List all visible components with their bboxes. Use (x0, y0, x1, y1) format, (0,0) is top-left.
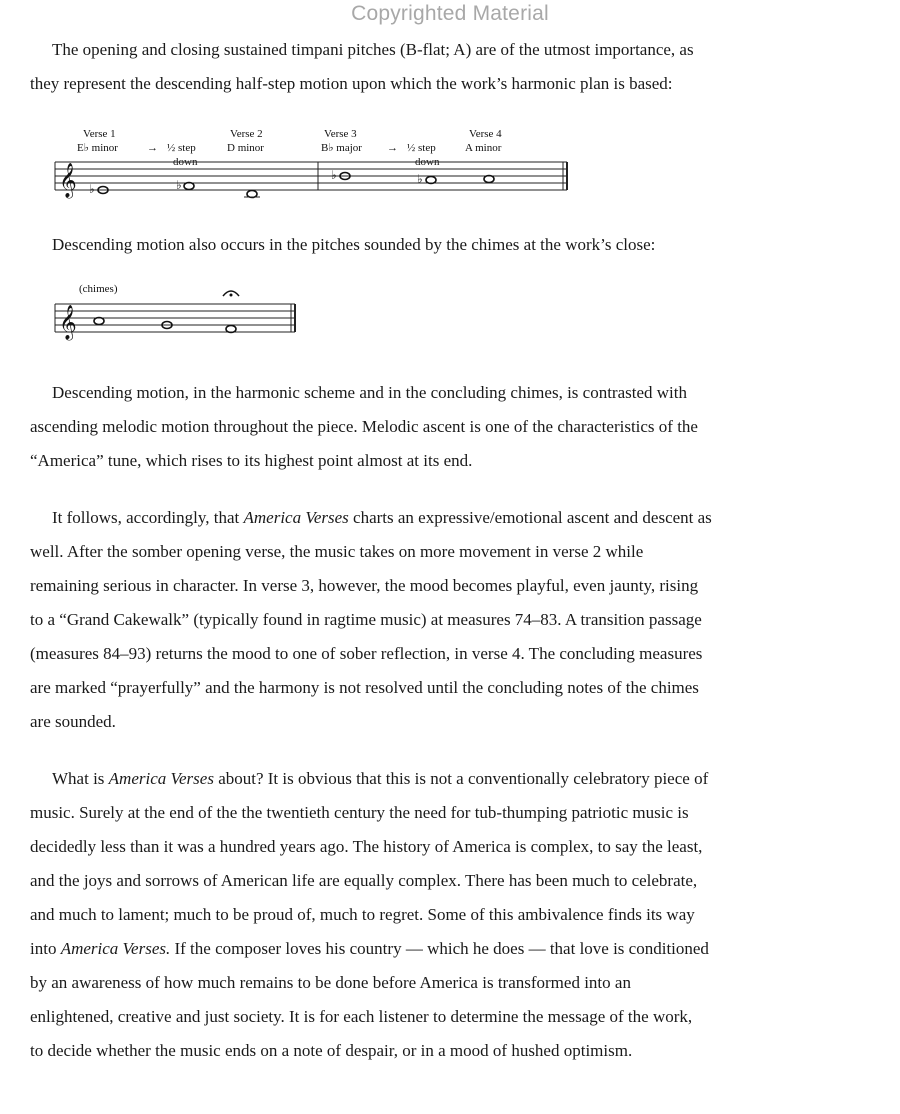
text-line (30, 762, 860, 796)
staff-lines (55, 304, 295, 332)
work-title: America Verses. (60, 939, 171, 958)
verse-4-label: Verse 4 (469, 128, 502, 140)
work-title: America Verses (243, 508, 349, 527)
verse-3-label: Verse 3 (324, 128, 357, 140)
text-line: The opening and closing sustained timpani pitches (B-flat; A) are of the utmost importance, as (52, 40, 694, 59)
verse-2-key: D minor (227, 142, 264, 154)
text-line (30, 501, 860, 535)
whole-note (94, 318, 104, 325)
text-line (30, 932, 860, 966)
text-line: enlightened, creative and just society. It is for each listener to determine the message of the work, (30, 1007, 693, 1026)
text-run: It follows, accordingly, that (52, 508, 244, 527)
whole-note (484, 176, 494, 183)
flat-sign-icon: ♭ (176, 178, 182, 192)
music-example-chimes (55, 280, 305, 345)
verse-1-key: E♭ minor (77, 142, 118, 154)
verse-4-key: A minor (465, 142, 502, 154)
whole-note (184, 183, 194, 190)
treble-clef-icon: 𝄞 (59, 163, 77, 198)
flat-sign-icon: ♭ (417, 172, 423, 186)
arrow-1: → (147, 142, 158, 154)
text-line: and the joys and sorrows of American life are equally complex. There has been much to celebrate, (30, 871, 698, 890)
fermata-dot (230, 294, 233, 297)
text-line: to decide whether the music ends on a note of despair, or in a mood of hushed optimism. (30, 1041, 633, 1060)
flat-sign-icon: ♭ (89, 182, 95, 196)
text-line: Descending motion also occurs in the pitches sounded by the chimes at the work’s close: (52, 235, 656, 254)
verse-1-label: Verse 1 (83, 128, 116, 140)
paragraph-intro (30, 33, 860, 101)
text-line: to a “Grand Cakewalk” (typically found in ragtime music) at measures 74–83. A transition passage (30, 610, 702, 629)
work-title: America Verses (108, 769, 214, 788)
half-step-label-2: ½ step (407, 142, 436, 154)
text-run: about? It is obvious that this is not a conventionally celebratory piece of (213, 769, 709, 788)
half-step-label-1: ½ step (167, 142, 196, 154)
whole-note (247, 191, 257, 198)
text-run: If the composer loves his country — which he does — that love is conditioned (170, 939, 709, 958)
paragraph-ascending-motion (30, 376, 860, 478)
down-label-2: down (415, 156, 440, 168)
text-run: What is (52, 769, 109, 788)
paragraph-meaning (30, 762, 860, 1068)
music-example-harmonic-plan (55, 122, 575, 207)
treble-clef-icon: 𝄞 (59, 305, 77, 340)
arrow-2: → (387, 142, 398, 154)
text-line: they represent the descending half-step motion upon which the work’s harmonic plan is based: (30, 74, 673, 93)
copyright-watermark: Copyrighted Material (351, 2, 549, 25)
verse-2-label: Verse 2 (230, 128, 263, 140)
paragraph-expressive-ascent (30, 501, 860, 739)
flat-sign-icon: ♭ (331, 168, 337, 182)
down-label-1: down (173, 156, 198, 168)
text-line: music. Surely at the end of the the twentieth century the need for tub-thumping patriotic music is (30, 803, 689, 822)
text-run: into (30, 939, 61, 958)
text-line: and much to lament; much to be proud of, much to regret. Some of this ambivalence finds its way (30, 905, 695, 924)
text-line: decidedly less than it was a hundred years ago. The history of America is complex, to say the least, (30, 837, 703, 856)
text-line: “America” tune, which rises to its highest point almost at its end. (30, 451, 473, 470)
verse-3-key: B♭ major (321, 142, 362, 154)
whole-note (226, 326, 236, 333)
text-line: well. After the somber opening verse, the music takes on more movement in verse 2 while (30, 542, 644, 561)
whole-note (426, 177, 436, 184)
text-line: (measures 84–93) returns the mood to one of sober reflection, in verse 4. The concluding measures (30, 644, 703, 663)
text-line: ascending melodic motion throughout the piece. Melodic ascent is one of the characteristics of the (30, 417, 698, 436)
chimes-label: (chimes) (79, 283, 118, 295)
text-line: by an awareness of how much remains to be done before America is transformed into an (30, 973, 631, 992)
text-line: Descending motion, in the harmonic scheme and in the concluding chimes, is contrasted with (52, 383, 687, 402)
text-line: are sounded. (30, 712, 116, 731)
text-run: charts an expressive/emotional ascent and descent as (348, 508, 712, 527)
paragraph-chimes-intro (30, 228, 860, 262)
text-line: remaining serious in character. In verse 3, however, the mood becomes playful, even jaunty, rising (30, 576, 699, 595)
text-line: are marked “prayerfully” and the harmony is not resolved until the concluding notes of the chimes (30, 678, 699, 697)
